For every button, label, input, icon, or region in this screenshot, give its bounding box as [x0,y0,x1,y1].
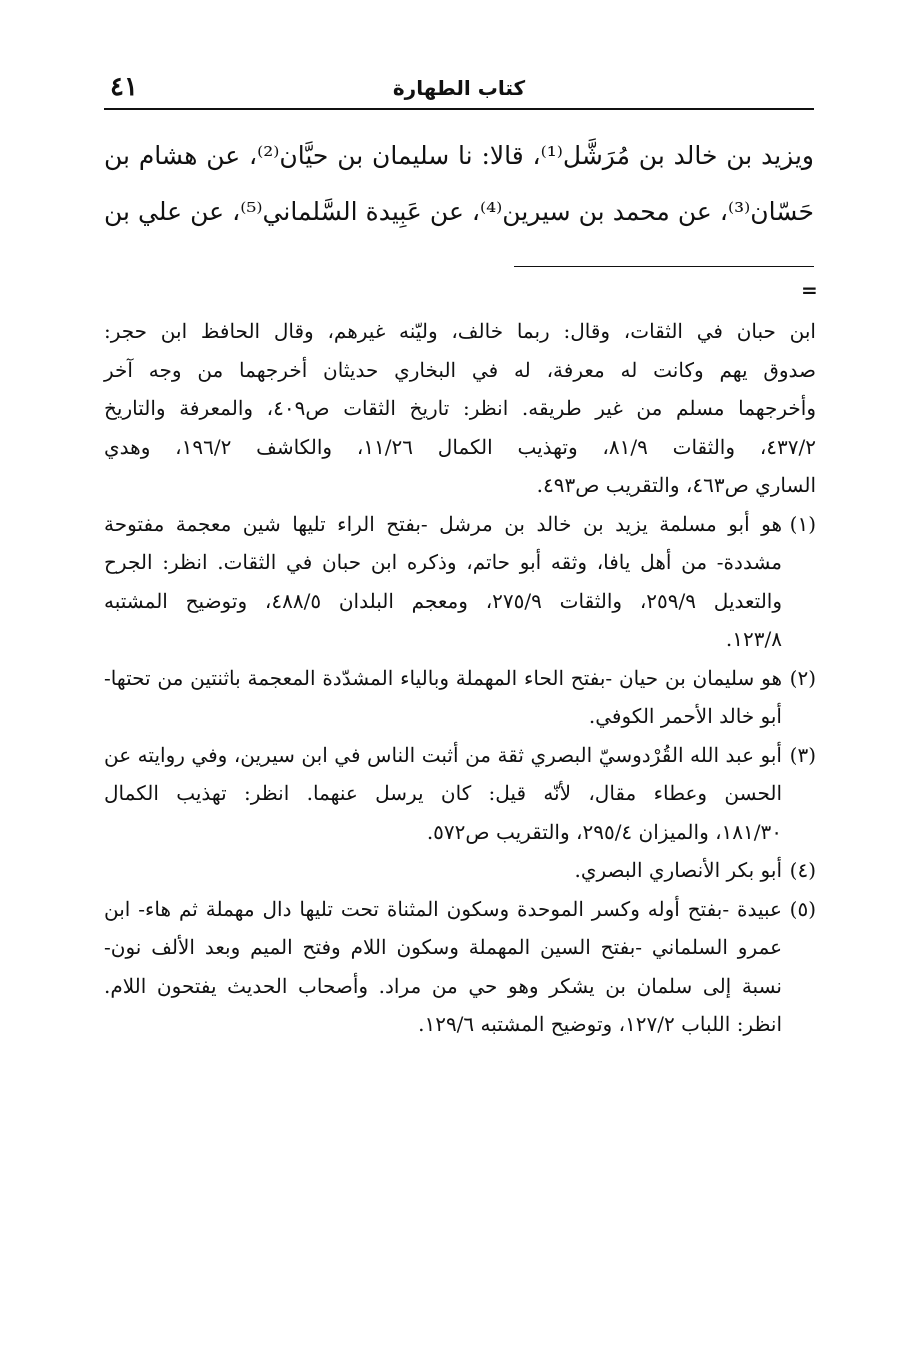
footnote-line: والتعديل ٢٥٩/٩، والثقات ٢٧٥/٩، ومعجم البلدان ٤٨٨/٥، وتوضيح المشتبه [104,588,782,613]
footnote-line: ١٨١/٣٠، والميزان ٢٩٥/٤، والتقريب ص٥٧٢. [426,819,782,844]
footnote-line: ١٢٣/٨. [725,627,782,651]
footnote-line: هو سليمان بن حيان -بفتح الحاء المهملة وبالياء المشدّدة المعجمة باثنتين من تحتها- [104,665,782,690]
footnote-number: (٥) [789,896,816,921]
footnote-line: ابن حبان في الثقات، وقال: ربما خالف، وليّنه غيرهم، وقال الحافظ ابن حجر: [104,319,816,343]
footnote-line: الساري ص٤٦٣، والتقريب ص٤٩٣. [536,473,816,497]
footnote-line: انظر: اللباب ١٢٧/٢، وتوضيح المشتبه ١٢٩/٦. [418,1012,782,1036]
footnote-line: ٤٣٧/٢، والثقات ٨١/٩، وتهذيب الكمال ١١/٢٦، والكاشف ١٩٦/٢، وهدي [104,434,816,459]
footnote-number: (٣) [789,742,816,767]
running-header [104,72,814,106]
footnote-3 [104,736,816,852]
footnote-number: (٢) [789,665,816,690]
footnote-separator [514,266,814,267]
footnote-line: وأخرجهما مسلم من غير طريقه. انظر: تاريخ الثقات ص٤٠٩، والمعرفة والتاريخ [104,396,816,420]
footnote-line: عبيدة -بفتح أوله وكسر الموحدة وسكون المثناة تحت تليها دال مهملة ثم هاء- ابن [104,896,782,921]
footnote-line: الحسن وعطاء مقال، لأنّه قيل: كان يرسل عنهما. انظر: تهذيب الكمال [104,781,782,805]
main-text-line: حَسّان⁽³⁾، عن محمد بن سيرين⁽⁴⁾، عن عَبِيدة السَّلماني⁽⁵⁾، عن علي بن [104,197,814,226]
footnote-continuation [104,312,816,505]
footnote-line: أبو عبد الله القُرْدوسيّ البصري ثقة من أثبت الناس في ابن سيرين، وفي روايته عن [104,742,782,767]
main-text [104,128,814,240]
footnote-line: مشددة- من أهل يافا، وثقه أبو حاتم، وذكره ابن حبان في الثقات. انظر: الجرح [104,550,782,574]
footnote-line: أبو بكر الأنصاري البصري. [574,858,782,882]
footnote-line: أبو خالد الأحمر الكوفي. [588,704,782,728]
footnotes [104,312,816,1044]
footnote-line: نسبة إلى سلمان بن يشكر وهو حي من مراد. وأصحاب الحديث يفتحون اللام. [104,973,782,998]
footnote-number: (٤) [789,858,816,882]
footnote-line: صدوق يهم وكانت له معرفة، له في البخاري حديثان أخرجهما من وجه آخر [104,357,816,382]
main-text-line: ويزيد بن خالد بن مُرَشَّل⁽¹⁾، قالا: نا سليمان بن حيَّان⁽²⁾، عن هشام بن [104,141,814,170]
footnote-continuation-marker: = [801,278,818,302]
footnote-1 [104,505,816,659]
chapter-title: كتاب الطهارة [392,76,526,100]
footnote-line: عمرو السلماني -بفتح السين المهملة وسكون اللام وفتح الميم وبعد الألف نون- [104,935,782,959]
footnote-number: (١) [789,511,816,536]
footnote-4 [104,851,816,890]
footnote-2 [104,659,816,736]
footnote-line: هو أبو مسلمة يزيد بن خالد بن مرشل -بفتح الراء تليها شين معجمة مفتوحة [104,511,782,536]
page-number: ٤١ [110,72,138,102]
header-rule [104,108,814,110]
footnote-5 [104,890,816,1044]
